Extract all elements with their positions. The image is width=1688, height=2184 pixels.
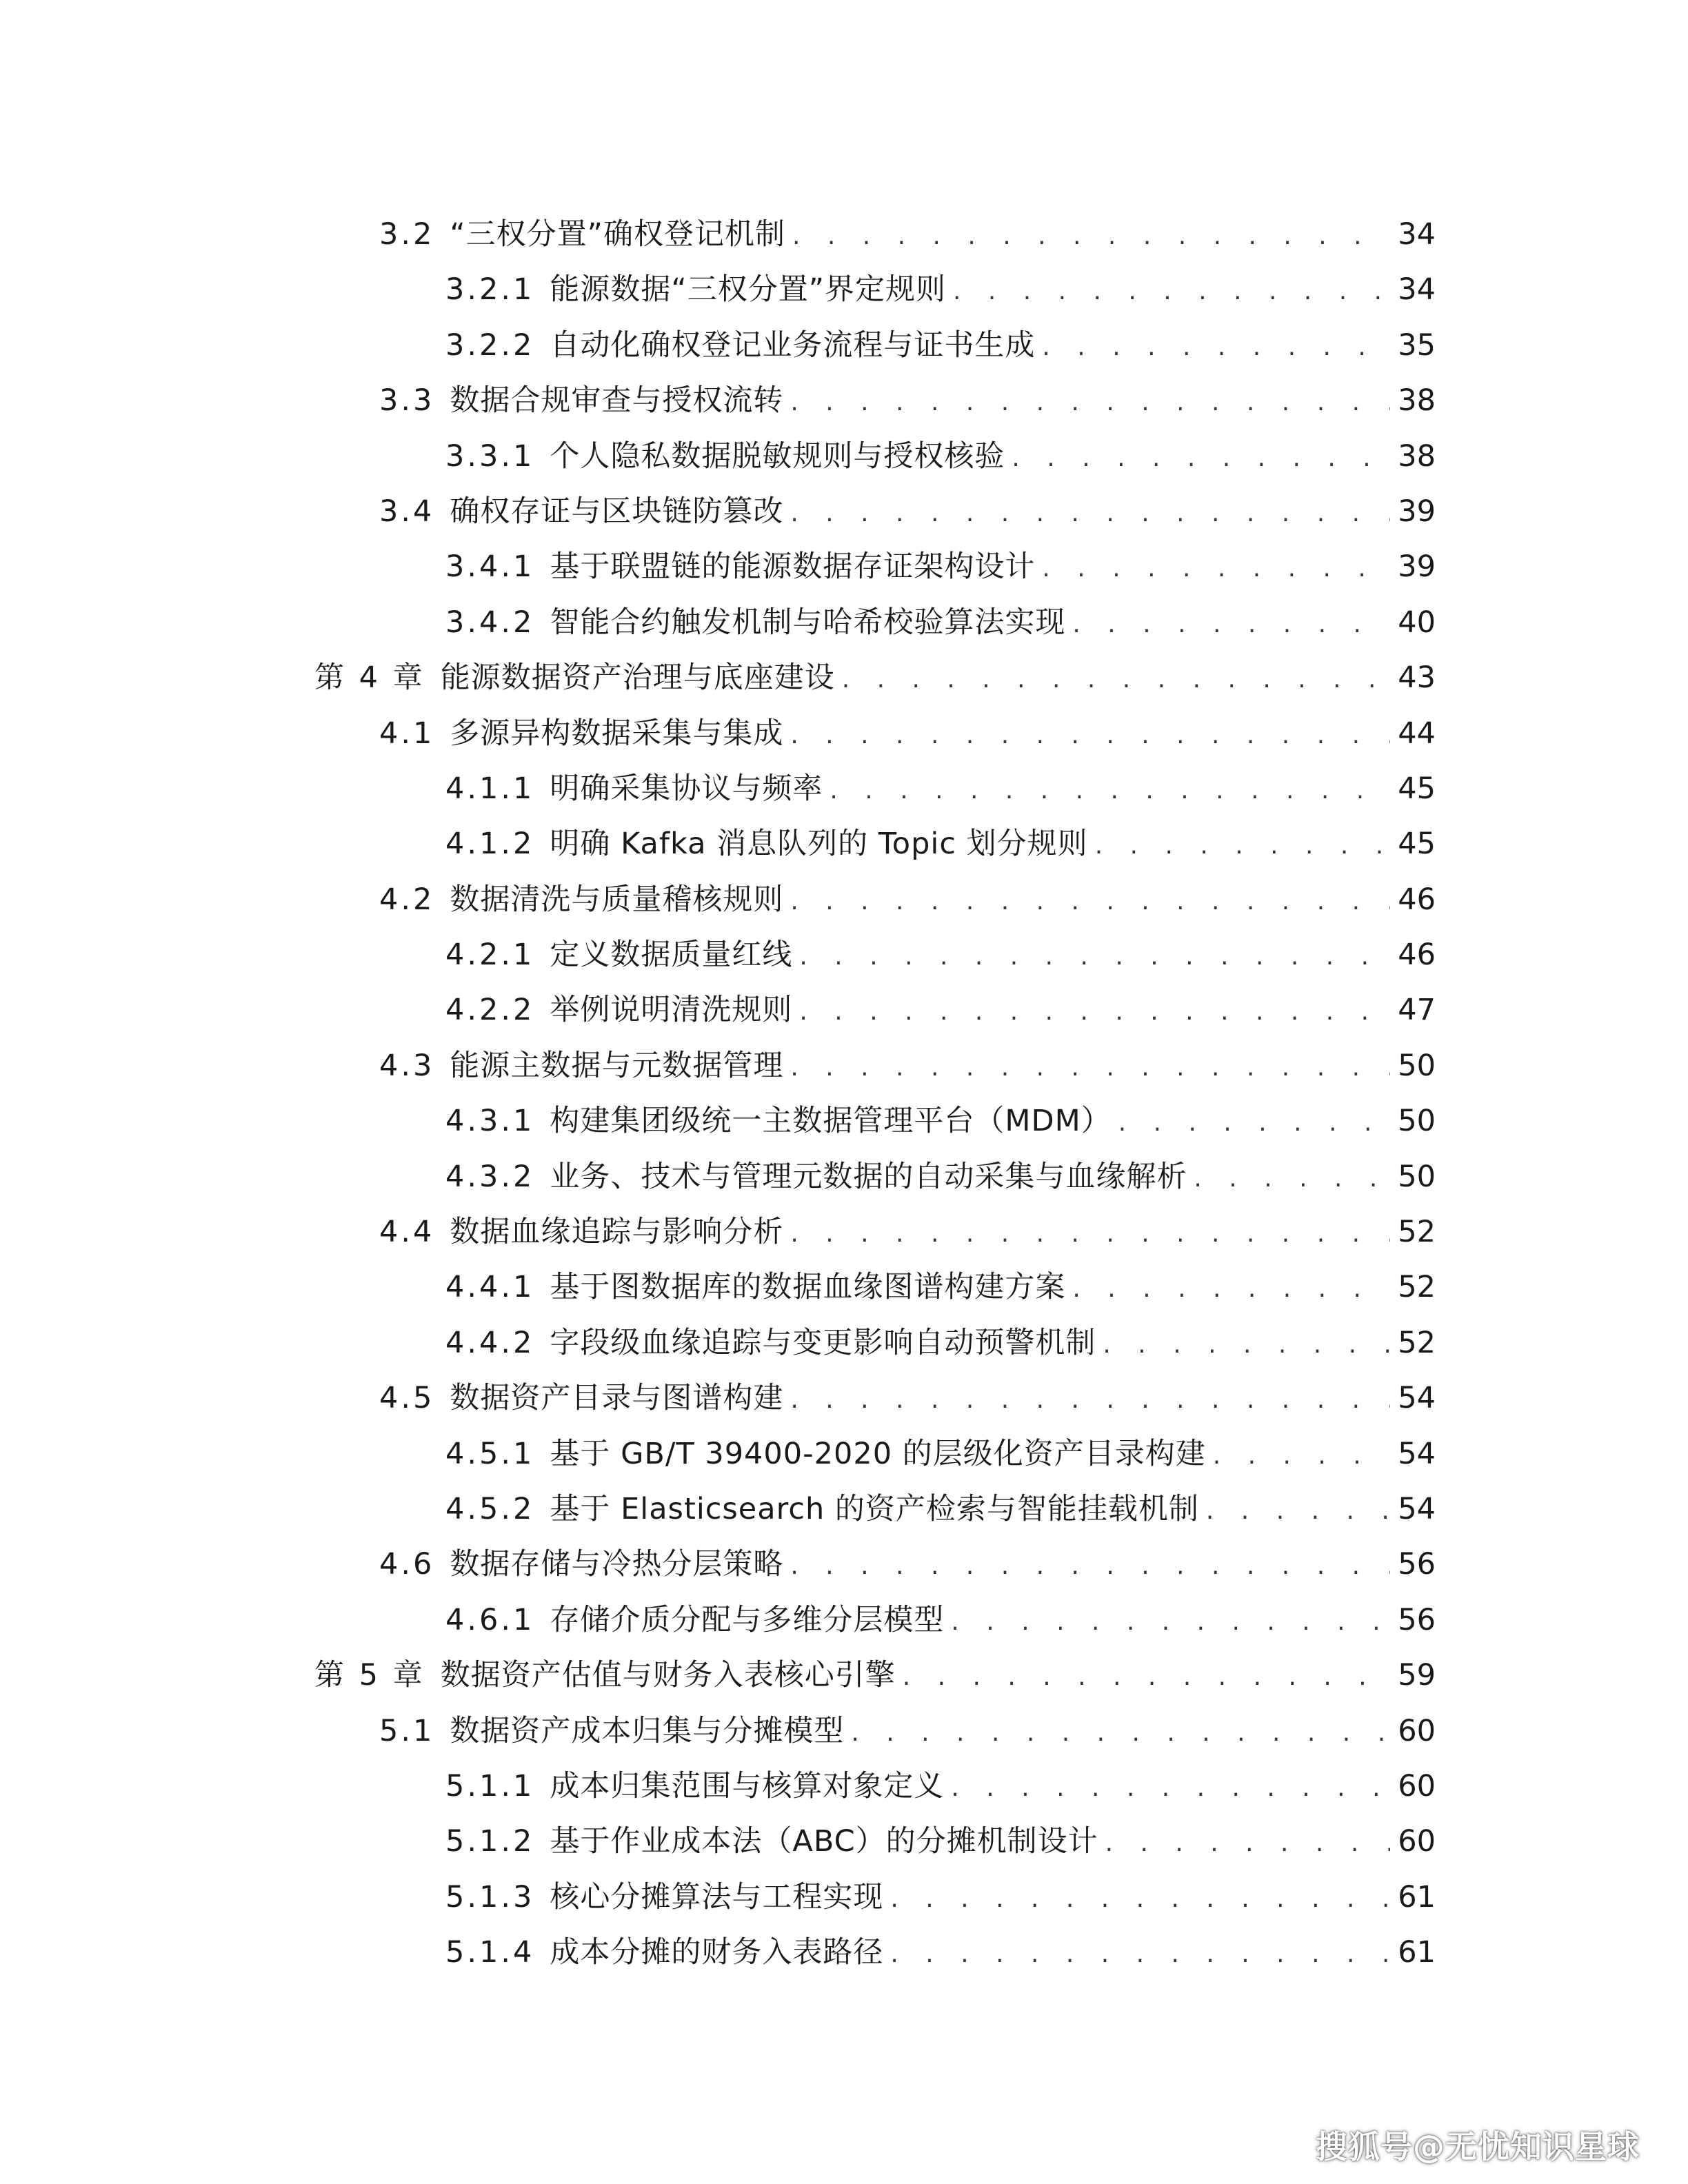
toc-dot-leader: [790, 486, 1390, 541]
toc-entry-number: 4.6: [379, 1547, 435, 1582]
toc-dot-leader: [1194, 1151, 1390, 1206]
toc-dot-leader: [830, 763, 1390, 818]
toc-entry-page: 44: [1398, 716, 1436, 751]
toc-entry[interactable]: [314, 1260, 1436, 1315]
toc-entry-title: 数据清洗与质量稽核规则: [450, 882, 784, 917]
toc-entry[interactable]: [314, 1925, 1436, 1980]
toc-entry-title: 数据合规审查与授权流转: [450, 383, 784, 418]
toc-entry[interactable]: [314, 262, 1436, 317]
toc-dot-leader: [799, 929, 1390, 984]
toc-entry-title: 成本归集范围与核算对象定义: [550, 1768, 945, 1803]
toc-entry-title: 明确 Kafka 消息队列的 Topic 划分规则: [550, 827, 1088, 862]
toc-entry-page: 35: [1398, 327, 1436, 363]
toc-entry[interactable]: [314, 539, 1436, 594]
toc-entry-title: 成本分摊的财务入表路径: [550, 1935, 884, 1970]
toc-entry-page: 38: [1398, 383, 1436, 418]
toc-dot-leader: [890, 1927, 1390, 1982]
toc-entry[interactable]: [314, 1593, 1436, 1648]
toc-entry-number: 4.5: [379, 1381, 435, 1416]
toc-entry[interactable]: [314, 1093, 1436, 1149]
toc-entry-number: 4.6.1: [445, 1602, 535, 1637]
toc-entry-number: 5.1.3: [445, 1879, 535, 1914]
toc-dot-leader: [790, 708, 1390, 763]
toc-entry-number: 4.5.2: [445, 1491, 535, 1526]
toc-entry-page: 60: [1398, 1768, 1436, 1803]
toc-dot-leader: [1213, 1428, 1390, 1484]
toc-entry[interactable]: [314, 1759, 1436, 1814]
toc-entry[interactable]: [314, 1482, 1436, 1537]
toc-entry-number: 5.1.1: [445, 1768, 535, 1803]
toc-entry-page: 45: [1398, 827, 1436, 862]
toc-dot-leader: [1012, 431, 1390, 486]
toc-dot-leader: [1118, 1095, 1390, 1151]
toc-dot-leader: [790, 375, 1390, 430]
toc-entry-title: 基于图数据库的数据血缘图谱构建方案: [550, 1270, 1066, 1305]
toc-dot-leader: [1072, 1262, 1390, 1317]
toc-entry-number: 3.4.2: [445, 605, 535, 640]
toc-entry-number: 4.1.1: [445, 771, 535, 806]
toc-entry[interactable]: [314, 595, 1436, 650]
toc-entry-page: 34: [1398, 272, 1436, 307]
toc-dot-leader: [890, 1872, 1390, 1927]
toc-dot-leader: [1206, 1484, 1390, 1539]
toc-entry-page: 54: [1398, 1381, 1436, 1416]
toc-entry-page: 50: [1398, 1048, 1436, 1083]
toc-entry[interactable]: [314, 1814, 1436, 1869]
toc-dot-leader: [1105, 1816, 1390, 1871]
toc-entry[interactable]: [314, 1426, 1436, 1482]
toc-entry-page: 34: [1398, 217, 1436, 252]
toc-entry-title: 基于 Elasticsearch 的资产检索与智能挂载机制: [550, 1491, 1199, 1526]
toc-dot-leader: [842, 652, 1390, 707]
toc-entry-number: 3.4.1: [445, 549, 535, 585]
toc-entry-page: 61: [1398, 1879, 1436, 1914]
toc-entry[interactable]: [314, 373, 1436, 428]
toc-entry[interactable]: [314, 982, 1436, 1038]
toc-entry-title: 数据血缘追踪与影响分析: [450, 1215, 784, 1250]
toc-entry-page: 56: [1398, 1547, 1436, 1582]
toc-entry[interactable]: [314, 872, 1436, 927]
toc-entry-number: 3.4: [379, 494, 435, 529]
toc-dot-leader: [790, 874, 1390, 929]
watermark: 搜狐号@无忧知识星球: [1316, 2128, 1640, 2165]
toc-entry-title: 数据存储与冷热分层策略: [450, 1547, 784, 1582]
toc-entry-page: 46: [1398, 938, 1436, 973]
toc-entry-page: 52: [1398, 1270, 1436, 1305]
toc-entry-number: 4.5.1: [445, 1436, 535, 1471]
toc-entry[interactable]: [314, 761, 1436, 816]
toc-entry-number: 4.3.1: [445, 1104, 535, 1139]
toc-entry-title: 举例说明清洗规则: [550, 993, 793, 1028]
toc-entry-page: 52: [1398, 1215, 1436, 1250]
toc-entry-title: 定义数据质量红线: [550, 938, 793, 973]
toc-entry[interactable]: [314, 816, 1436, 871]
toc-entry[interactable]: [314, 1149, 1436, 1204]
toc-entry-number: 3.2: [379, 217, 435, 252]
toc-entry-number: 4.4.2: [445, 1325, 535, 1360]
toc-dot-leader: [953, 264, 1390, 319]
toc-entry-number: 3.2.2: [445, 327, 535, 363]
toc-entry[interactable]: [314, 1648, 1436, 1703]
toc-entry[interactable]: [314, 318, 1436, 373]
toc-entry-title: 数据资产成本归集与分摊模型: [450, 1713, 845, 1748]
toc-entry-number: 4.1: [379, 716, 435, 751]
toc-dot-leader: [790, 1373, 1390, 1428]
toc-dot-leader: [951, 1761, 1390, 1816]
toc-entry-page: 54: [1398, 1436, 1436, 1471]
toc-entry-title: 数据资产估值与财务入表核心引擎: [440, 1658, 896, 1693]
toc-entry-page: 40: [1398, 605, 1436, 640]
toc-entry-page: 38: [1398, 438, 1436, 474]
toc-entry-title: 多源异构数据采集与集成: [450, 716, 784, 751]
toc-entry[interactable]: [314, 207, 1436, 262]
toc-entry-number: 4.2.1: [445, 938, 535, 973]
toc-entry-title: 数据资产目录与图谱构建: [450, 1381, 784, 1416]
toc-dot-leader: [792, 209, 1390, 264]
toc-entry[interactable]: [314, 650, 1436, 705]
toc-entry-title: 能源数据资产治理与底座建设: [440, 660, 835, 696]
toc-dot-leader: [1042, 320, 1390, 375]
toc-dot-leader: [1042, 541, 1390, 596]
toc-entry-title: 能源数据“三权分置”界定规则: [550, 272, 946, 307]
toc-entry-page: 39: [1398, 494, 1436, 529]
toc-entry-number: 5.1.4: [445, 1935, 535, 1970]
toc-entry-page: 46: [1398, 882, 1436, 917]
toc-dot-leader: [951, 1595, 1390, 1650]
toc-entry-title: 核心分摊算法与工程实现: [550, 1879, 884, 1914]
table-of-contents: [314, 207, 1436, 1981]
toc-dot-leader: [851, 1706, 1390, 1761]
toc-entry-number: 第 5 章: [314, 1658, 425, 1693]
toc-entry-title: 基于 GB/T 39400-2020 的层级化资产目录构建: [550, 1436, 1206, 1471]
toc-entry-title: 基于联盟链的能源数据存证架构设计: [550, 549, 1036, 585]
toc-dot-leader: [799, 984, 1390, 1040]
toc-entry-title: 明确采集协议与频率: [550, 771, 823, 806]
toc-entry-title: 智能合约触发机制与哈希校验算法实现: [550, 605, 1066, 640]
toc-entry[interactable]: [314, 1315, 1436, 1371]
toc-entry-number: 4.2.2: [445, 993, 535, 1028]
toc-entry[interactable]: [314, 1371, 1436, 1426]
toc-entry-title: 个人隐私数据脱敏规则与授权核验: [550, 438, 1005, 474]
toc-entry-title: 能源主数据与元数据管理: [450, 1048, 784, 1083]
toc-entry-page: 45: [1398, 771, 1436, 806]
toc-entry[interactable]: [314, 1703, 1436, 1759]
toc-dot-leader: [1072, 597, 1390, 652]
toc-entry-number: 4.3: [379, 1048, 435, 1083]
toc-entry-page: 56: [1398, 1602, 1436, 1637]
toc-entry-page: 50: [1398, 1159, 1436, 1194]
toc-entry-number: 4.2: [379, 882, 435, 917]
toc-entry-page: 60: [1398, 1713, 1436, 1748]
toc-entry-title: 业务、技术与管理元数据的自动采集与血缘解析: [550, 1159, 1187, 1194]
toc-entry-number: 5.1: [379, 1713, 435, 1748]
toc-entry-page: 52: [1398, 1325, 1436, 1360]
toc-entry[interactable]: [314, 706, 1436, 761]
toc-entry-number: 4.4: [379, 1215, 435, 1250]
toc-entry-number: 5.1.2: [445, 1824, 535, 1859]
toc-entry-page: 43: [1398, 660, 1436, 696]
toc-entry-title: “三权分置”确权登记机制: [450, 217, 785, 252]
toc-entry-page: 59: [1398, 1658, 1436, 1693]
toc-entry-number: 4.1.2: [445, 827, 535, 862]
toc-entry-page: 39: [1398, 549, 1436, 585]
toc-entry-page: 47: [1398, 993, 1436, 1028]
toc-entry-page: 54: [1398, 1491, 1436, 1526]
toc-entry-number: 3.3.1: [445, 438, 535, 474]
toc-entry[interactable]: [314, 1038, 1436, 1093]
toc-entry-number: 4.3.2: [445, 1159, 535, 1194]
toc-entry[interactable]: [314, 1537, 1436, 1592]
toc-entry-number: 3.2.1: [445, 272, 535, 307]
toc-entry[interactable]: [314, 1204, 1436, 1260]
toc-entry[interactable]: [314, 927, 1436, 982]
toc-entry-title: 构建集团级统一主数据管理平台（MDM）: [550, 1104, 1112, 1139]
toc-entry[interactable]: [314, 484, 1436, 539]
toc-entry-page: 60: [1398, 1824, 1436, 1859]
toc-entry-title: 自动化确权登记业务流程与证书生成: [550, 327, 1036, 363]
toc-dot-leader: [903, 1650, 1390, 1705]
toc-entry-number: 3.3: [379, 383, 435, 418]
toc-dot-leader: [790, 1040, 1390, 1095]
toc-entry-title: 字段级血缘追踪与变更影响自动预警机制: [550, 1325, 1096, 1360]
toc-dot-leader: [1095, 818, 1390, 873]
toc-dot-leader: [790, 1539, 1390, 1594]
toc-entry-title: 存储介质分配与多维分层模型: [550, 1602, 945, 1637]
toc-entry-page: 61: [1398, 1935, 1436, 1970]
toc-entry[interactable]: [314, 429, 1436, 484]
toc-entry-title: 确权存证与区块链防篡改: [450, 494, 784, 529]
toc-dot-leader: [790, 1206, 1390, 1262]
toc-entry-number: 4.4.1: [445, 1270, 535, 1305]
toc-dot-leader: [1103, 1317, 1390, 1373]
toc-entry[interactable]: [314, 1870, 1436, 1925]
toc-entry-page: 50: [1398, 1104, 1436, 1139]
toc-entry-number: 第 4 章: [314, 660, 425, 696]
toc-entry-title: 基于作业成本法（ABC）的分摊机制设计: [550, 1824, 1098, 1859]
